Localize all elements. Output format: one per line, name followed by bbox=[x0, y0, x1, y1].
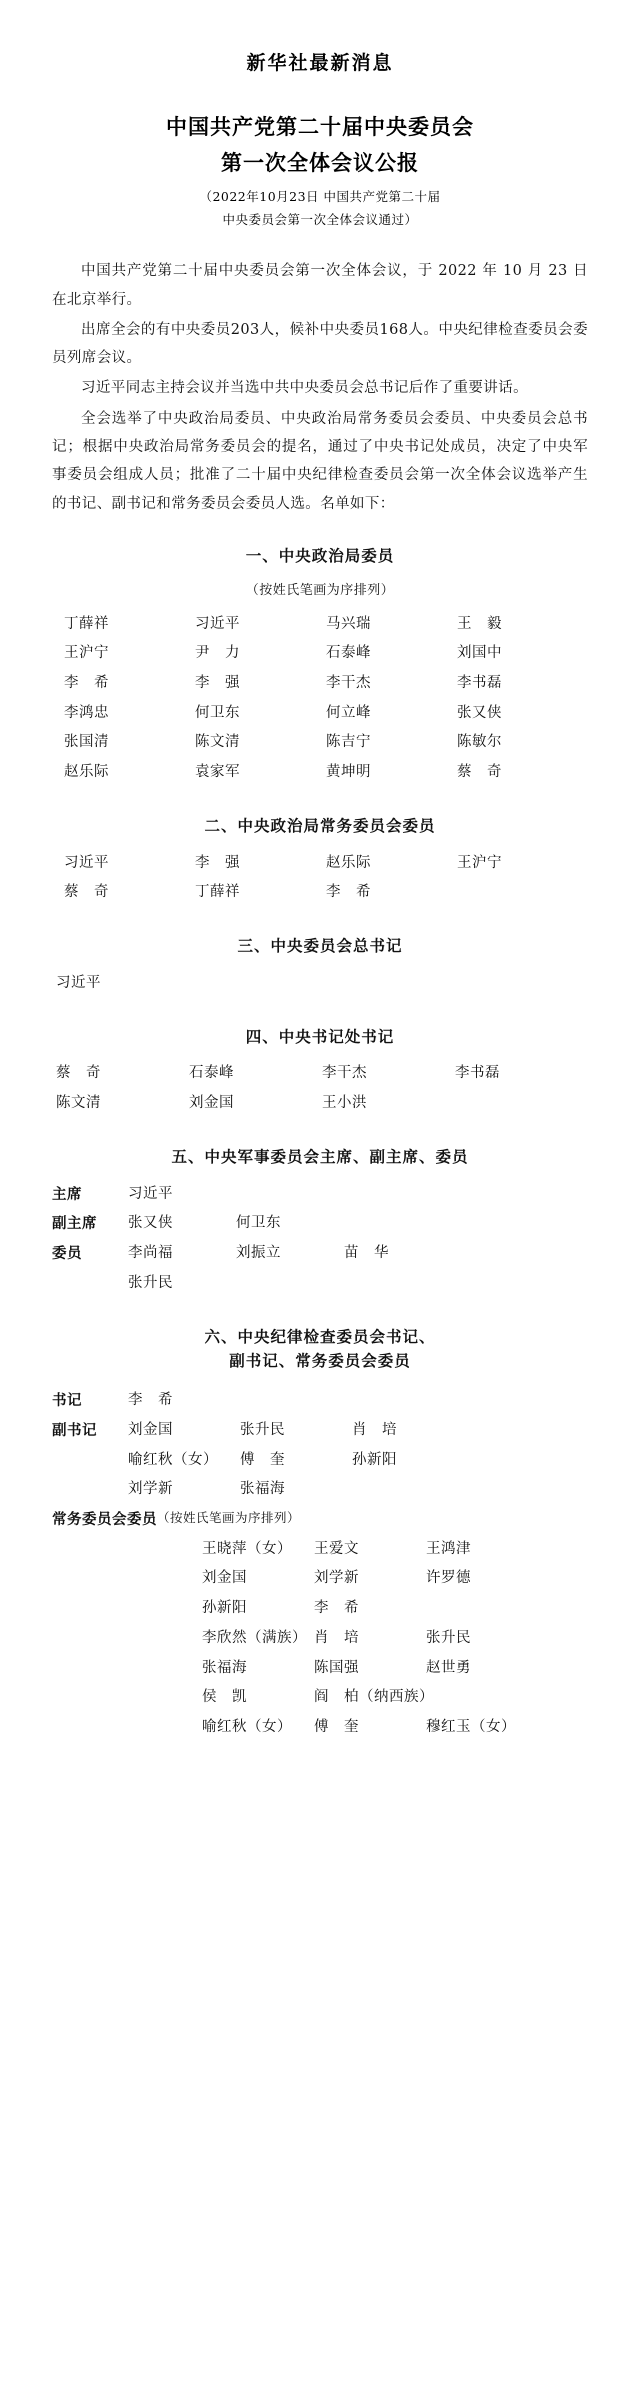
list-item: 张升民 bbox=[240, 1421, 285, 1438]
list-item: 王小洪 bbox=[322, 1095, 367, 1112]
list-item: 穆红玉（女） bbox=[426, 1719, 516, 1736]
document-subtitle bbox=[52, 186, 588, 231]
list-item: 何卫东 bbox=[236, 1215, 281, 1232]
general-secretary-name: 习近平 bbox=[56, 974, 101, 991]
section-heading-secretariat: 四、中央书记处书记 bbox=[245, 1026, 395, 1046]
cmc-label-members: 委员 bbox=[52, 1245, 82, 1263]
ccdi-heading-line-1: 六、中央纪律检查委员会书记、 bbox=[204, 1326, 436, 1346]
list-item: 傅 奎 bbox=[240, 1451, 285, 1468]
list-item: 孙新阳 bbox=[202, 1600, 247, 1617]
list-item: 李干杰 bbox=[322, 1065, 367, 1082]
cmc-row-vice-chairmen bbox=[52, 1209, 588, 1239]
section-heading-psc: 二、中央政治局常务委员会委员 bbox=[204, 815, 436, 835]
list-item: 赵乐际 bbox=[326, 854, 371, 871]
list-item: 肖 培 bbox=[352, 1421, 397, 1438]
list-item: 马兴瑞 bbox=[326, 615, 371, 632]
list-item: 丁薛祥 bbox=[195, 884, 240, 901]
ccdi-row-deputy-secretaries bbox=[52, 1416, 588, 1446]
list-item: 喻红秋（女） bbox=[128, 1451, 218, 1468]
masthead: 新华社最新消息 bbox=[246, 52, 394, 74]
list-item bbox=[426, 1594, 538, 1624]
list-item: 赵世勇 bbox=[426, 1659, 471, 1676]
list-item: 李 希 bbox=[314, 1600, 359, 1617]
list-item: 陈文清 bbox=[56, 1095, 101, 1112]
list-item: 王爱文 bbox=[314, 1540, 359, 1557]
list-item: 王沪宁 bbox=[64, 645, 109, 662]
list-item: 孙新阳 bbox=[352, 1451, 397, 1468]
psc-member-list bbox=[52, 849, 588, 908]
ccdi-standing-order-note: （按姓氏笔画为序排列） bbox=[157, 1510, 301, 1525]
list-item: 李 希 bbox=[326, 884, 371, 901]
cmc-row-members bbox=[52, 1239, 588, 1269]
list-item: 何立峰 bbox=[326, 704, 371, 721]
list-item: 刘金国 bbox=[128, 1421, 173, 1438]
paragraph-1: 中国共产党第二十届中央委员会第一次全体会议，于 2022 年 10 月 23 日在北京举行。 bbox=[52, 263, 588, 308]
ccdi-standing-label: 常务委员会委员 bbox=[52, 1511, 157, 1528]
list-item: 李尚福 bbox=[128, 1245, 173, 1262]
list-item: 刘学新 bbox=[314, 1570, 359, 1587]
ccdi-row-deputy-secretaries-2 bbox=[52, 1446, 588, 1476]
list-item: 李 希 bbox=[64, 675, 109, 691]
ccdi-label-deputy-secretary: 副书记 bbox=[52, 1421, 97, 1439]
list-item: 丁薛祥 bbox=[64, 615, 109, 632]
list-item: 何卫东 bbox=[195, 704, 240, 721]
cmc-label-vice-chairman: 副主席 bbox=[52, 1215, 97, 1233]
list-item: 习近平 bbox=[195, 615, 240, 632]
list-item: 陈敏尔 bbox=[457, 734, 502, 751]
list-item: 王鸿津 bbox=[426, 1540, 471, 1557]
list-item: 蔡 奇 bbox=[64, 884, 109, 901]
list-item: 尹 力 bbox=[195, 645, 240, 662]
list-item: 蔡 奇 bbox=[457, 764, 502, 781]
ccdi-row-secretary bbox=[52, 1386, 588, 1416]
title-line-2: 第一次全体会议公报 bbox=[221, 149, 419, 175]
list-item: 习近平 bbox=[128, 1185, 173, 1202]
list-item: 黄坤明 bbox=[326, 764, 371, 781]
list-item: 王 毅 bbox=[457, 615, 502, 632]
list-item: 陈吉宁 bbox=[326, 734, 371, 751]
section-heading-politburo: 一、中央政治局委员 bbox=[245, 545, 395, 565]
list-item: 张福海 bbox=[240, 1481, 285, 1498]
list-item: 石泰峰 bbox=[189, 1065, 234, 1082]
list-item: 张升民 bbox=[426, 1629, 471, 1646]
list-item: 李欣然（满族） bbox=[202, 1629, 307, 1646]
section-heading-general-secretary: 三、中央委员会总书记 bbox=[237, 936, 403, 956]
list-item: 刘学新 bbox=[128, 1481, 173, 1498]
list-item: 张国清 bbox=[64, 734, 109, 751]
list-item: 李鸿忠 bbox=[64, 704, 109, 721]
list-item: 肖 培 bbox=[314, 1629, 359, 1646]
section-heading-ccdi bbox=[52, 1325, 588, 1375]
section-heading-cmc: 五、中央军事委员会主席、副主席、委员 bbox=[171, 1146, 469, 1166]
subtitle-line-1: （2022年10月23日 中国共产党第二十届 bbox=[199, 189, 441, 205]
list-item: 赵乐际 bbox=[64, 764, 109, 781]
paragraph-2: 出席全会的有中央委员203人，候补中央委员168人。中央纪律检查委员会委员列席会议。 bbox=[52, 321, 588, 367]
list-item: 李 强 bbox=[195, 854, 240, 871]
cmc-row-members-cont bbox=[52, 1269, 588, 1299]
paragraph-3: 习近平同志主持会议并当选中共中央委员会总书记后作了重要讲话。 bbox=[81, 380, 528, 397]
politburo-member-list bbox=[52, 610, 588, 788]
cmc-row-chairman bbox=[52, 1180, 588, 1210]
list-item: 袁家军 bbox=[195, 764, 240, 781]
ccdi-standing-committee-header bbox=[52, 1505, 588, 1535]
list-item: 侯 凯 bbox=[202, 1689, 247, 1706]
list-item: 张又侠 bbox=[128, 1215, 173, 1232]
list-item: 张又侠 bbox=[457, 704, 502, 721]
list-item: 刘国中 bbox=[457, 645, 502, 662]
list-item bbox=[426, 1683, 538, 1713]
list-item: 蔡 奇 bbox=[56, 1065, 101, 1082]
list-item: 刘金国 bbox=[202, 1570, 247, 1587]
list-item: 李书磊 bbox=[455, 1065, 500, 1082]
subtitle-line-2: 中央委员会第一次全体会议通过） bbox=[222, 211, 418, 227]
list-item: 苗 华 bbox=[344, 1245, 389, 1262]
list-item: 陈文清 bbox=[195, 734, 240, 751]
list-item: 刘金国 bbox=[189, 1095, 234, 1112]
list-item: 阎 柏（纳西族） bbox=[314, 1689, 434, 1706]
paragraph-4: 全会选举了中央政治局委员、中央政治局常务委员会委员、中央委员会总书记；根据中央政治局常务委员会的提名，通过了中央书记处成员，决定了中央军事委员会组成人员；批准了二十届中央纪律检查委员会第一次全体会议选举产生的书记、副书记和常务委员会委员人选。名单如下： bbox=[52, 410, 588, 512]
list-item: 石泰峰 bbox=[326, 645, 371, 662]
secretariat-member-list bbox=[52, 1059, 588, 1118]
ccdi-heading-line-2: 副书记、常务委员会委员 bbox=[229, 1351, 411, 1371]
list-item: 李书磊 bbox=[457, 675, 502, 691]
list-item: 刘振立 bbox=[236, 1245, 281, 1262]
list-item: 王晓萍（女） bbox=[202, 1540, 292, 1557]
ccdi-row-deputy-secretaries-3 bbox=[52, 1475, 588, 1505]
politburo-order-note: （按姓氏笔画为序排列） bbox=[245, 582, 395, 598]
ccdi-label-secretary: 书记 bbox=[52, 1392, 82, 1410]
list-item: 陈国强 bbox=[314, 1659, 359, 1676]
ccdi-standing-member-list bbox=[52, 1535, 588, 1743]
list-item: 许罗德 bbox=[426, 1570, 471, 1587]
list-item: 李 希 bbox=[128, 1392, 173, 1409]
list-item: 李干杰 bbox=[326, 675, 371, 691]
cmc-label-chairman: 主席 bbox=[52, 1185, 82, 1203]
list-item: 习近平 bbox=[64, 854, 109, 871]
list-item: 张福海 bbox=[202, 1659, 247, 1676]
title-line-1: 中国共产党第二十届中央委员会 bbox=[166, 114, 474, 139]
list-item: 喻红秋（女） bbox=[202, 1719, 292, 1736]
list-item: 张升民 bbox=[128, 1274, 173, 1291]
list-item: 傅 奎 bbox=[314, 1719, 359, 1736]
page-title bbox=[52, 109, 588, 180]
list-item: 李 强 bbox=[195, 675, 240, 691]
list-item: 王沪宁 bbox=[457, 854, 502, 871]
